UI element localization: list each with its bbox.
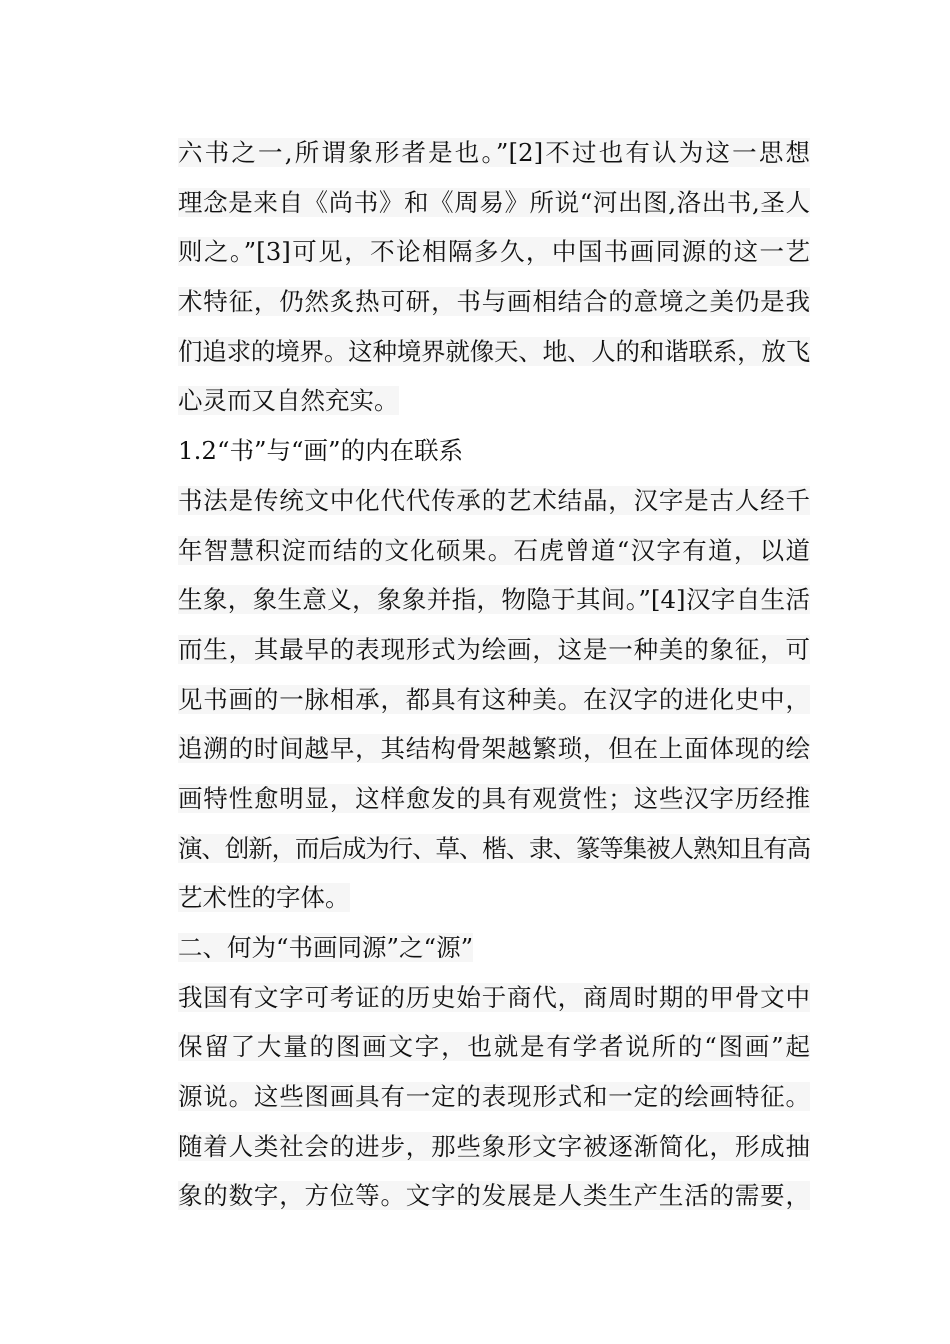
line-text: 六书之一,所谓象形者是也。”[2]不过也有认为这一思想	[178, 138, 810, 167]
line-text: 们追求的境界。这种境界就像天、地、人的和谐联系，放飞	[178, 336, 810, 366]
text-line	[178, 873, 810, 923]
text-line	[178, 1122, 810, 1172]
line-text: 我国有文字可考证的历史始于商代，商周时期的甲骨文中	[178, 982, 810, 1012]
text-line	[178, 824, 810, 874]
line-text: 象的数字，方位等。文字的发展是人类生产生活的需要，	[178, 1181, 810, 1211]
line-text: 源说。这些图画具有一定的表现形式和一定的绘画特征。	[178, 1082, 810, 1112]
text-line	[178, 1171, 810, 1221]
heading-text: 1.2“书”与“画”的内在联系	[178, 436, 464, 466]
text-line	[178, 376, 810, 426]
text-line	[178, 575, 810, 625]
text-line	[178, 1072, 810, 1122]
text-line	[178, 774, 810, 824]
line-text: 年智慧积淀而结的文化硕果。石虎曾道“汉字有道，以道	[178, 535, 810, 565]
text-line	[178, 1022, 810, 1072]
text-line	[178, 128, 810, 178]
section-heading	[178, 426, 810, 476]
line-text: 演、创新，而后成为行、草、楷、隶、篆等集被人熟知且有高	[178, 833, 810, 863]
line-text: 艺术性的字体。	[178, 883, 350, 913]
line-text: 术特征，仍然炙热可研，书与画相结合的意境之美仍是我	[178, 287, 810, 317]
text-line	[178, 476, 810, 526]
line-text: 则之。”[3]可见，不论相隔多久，中国书画同源的这一艺	[178, 237, 810, 267]
line-text: 书法是传统文中化代代传承的艺术结晶，汉字是古人经千	[178, 485, 810, 515]
line-text: 画特性愈明显，这样愈发的具有观赏性；这些汉字历经推	[178, 783, 810, 813]
line-text: 心灵而又自然充实。	[178, 386, 399, 416]
text-line	[178, 625, 810, 675]
line-text: 而生，其最早的表现形式为绘画，这是一种美的象征，可	[178, 634, 810, 664]
text-line	[178, 178, 810, 228]
text-line	[178, 526, 810, 576]
line-text: 随着人类社会的进步，那些象形文字被逐渐简化，形成抽	[178, 1131, 810, 1161]
line-text: 理念是来自《尚书》和《周易》所说“河出图,洛出书,圣人	[178, 187, 810, 217]
line-text: 见书画的一脉相承，都具有这种美。在汉字的进化史中，	[178, 684, 810, 714]
line-text: 保留了大量的图画文字，也就是有学者说所的“图画”起	[178, 1032, 810, 1062]
text-line	[178, 973, 810, 1023]
body-text	[178, 128, 810, 1221]
text-line	[178, 277, 810, 327]
section-heading	[178, 923, 810, 973]
text-line	[178, 227, 810, 277]
line-text: 生象，象生意义，象象并指，物隐于其间。”[4]汉字自生活	[178, 585, 810, 615]
text-line	[178, 327, 810, 377]
heading-text: 二、何为“书画同源”之“源”	[178, 933, 474, 962]
text-line	[178, 675, 810, 725]
text-line	[178, 724, 810, 774]
line-text: 追溯的时间越早，其结构骨架越繁琐，但在上面体现的绘	[178, 734, 810, 764]
